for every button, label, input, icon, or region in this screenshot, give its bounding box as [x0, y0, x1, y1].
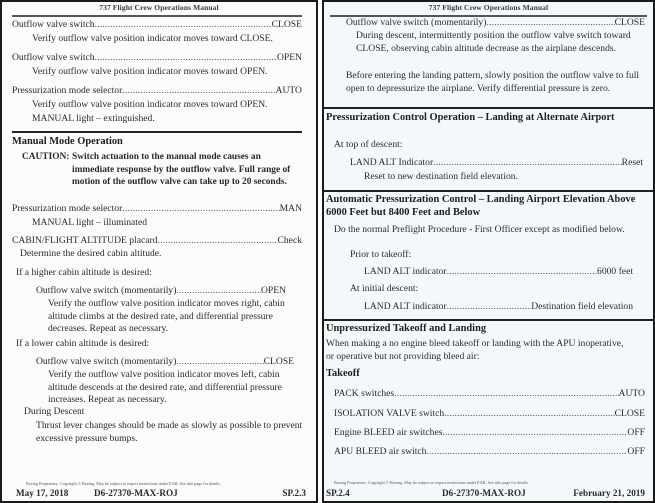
step-label: Pressurization mode selector	[12, 85, 123, 96]
unpressurized-intro: When making a no engine bleed takeoff or landing with the APU inoperative, or operative but not providing bleed air:	[326, 338, 624, 362]
step-value: CLOSE	[263, 356, 294, 367]
step-note: MANUAL light – illuminated	[32, 217, 148, 228]
step-value: Reset	[621, 157, 643, 168]
step-isolation-valve	[334, 408, 645, 420]
footer-doc-id: D6-27370-MAX-ROJ	[94, 488, 178, 498]
step-value: CLOSE	[614, 408, 645, 419]
step-label: Outflow valve switch	[12, 19, 95, 30]
section-rule	[324, 107, 653, 109]
step-mode-man	[12, 203, 302, 215]
section-title-alternate-airport: Pressurization Control Operation – Landing at Alternate Airport	[326, 112, 615, 123]
step-note: Verify outflow valve position indicator moves toward OPEN.	[32, 66, 268, 77]
step-value: AUTO	[275, 85, 302, 96]
step-label: Outflow valve switch	[12, 52, 95, 63]
step-value: OFF	[627, 446, 645, 457]
step-label: Outflow valve switch (momentarily)	[346, 17, 487, 28]
footer-date: February 21, 2019	[573, 488, 645, 498]
step-label: CABIN/FLIGHT ALTITUDE placard	[12, 235, 158, 246]
descent-text: Thrust lever changes should be made as slowly as possible to prevent excessive pressure bumps.	[36, 420, 303, 444]
condition-top-of-descent: At top of descent:	[334, 139, 403, 150]
step-value: CLOSE	[271, 19, 302, 30]
step-label: Pressurization mode selector	[12, 203, 123, 214]
before-landing-text: Before entering the landing pattern, slowly position the outflow valve to full open to depressurize the airplane. Verify differential pressure is zero.	[346, 70, 640, 94]
caution-label: CAUTION:	[22, 152, 70, 162]
step-note: During descent, intermittently position the outflow valve switch toward CLOSE, observing cabin altitude decrease as the airplane descends.	[356, 30, 631, 54]
step-note-2: MANUAL light – extinguished.	[32, 113, 155, 124]
section-rule	[324, 319, 653, 321]
section-title-manual-mode: Manual Mode Operation	[12, 136, 123, 147]
step-label: Engine BLEED air switches	[334, 427, 443, 438]
header-rule	[12, 15, 302, 17]
page-header: 737 Flight Crew Operations Manual	[99, 3, 219, 12]
step-outflow-open	[12, 52, 302, 64]
condition-higher: If a higher cabin altitude is desired:	[16, 267, 152, 278]
condition-lower: If a lower cabin altitude is desired:	[16, 338, 150, 349]
step-note: Verify the outflow valve position indicator moves left, cabin altitude descends at the desired rate, and differential pressure increases. Repeat as necessary.	[48, 369, 282, 405]
step-label: APU BLEED air switch	[334, 446, 427, 457]
step-value: Check	[277, 235, 302, 246]
step-note: Reset to new destination field elevation.	[364, 171, 518, 182]
step-engine-bleed	[334, 427, 645, 439]
step-land-alt-reset	[350, 157, 643, 169]
step-land-alt-destination	[364, 301, 633, 313]
footer-copyright: Boeing Proprietary. Copyright © Boeing. May be subject to export restrictions under EAR. See title page for details.	[334, 480, 530, 485]
footer-date: May 17, 2018	[16, 488, 69, 498]
step-value: CLOSE	[614, 17, 645, 28]
section-rule	[324, 190, 653, 192]
step-pack-switches	[334, 388, 645, 400]
footer-doc-id: D6-27370-MAX-ROJ	[442, 488, 526, 498]
manual-page-left	[0, 0, 318, 503]
caution-text: Switch actuation to the manual mode causes an immediate response by the outflow valve. Full range of motion of the outflow valve can take up to 20 seconds.	[72, 152, 291, 187]
manual-page-right	[322, 0, 655, 503]
step-outflow-momentary-close	[346, 17, 645, 29]
step-note: Verify outflow valve position indicator moves toward CLOSE.	[32, 33, 273, 44]
subheading-takeoff: Takeoff	[326, 368, 360, 379]
footer-page-number: SP.2.4	[326, 488, 350, 498]
step-value: 6000 feet	[597, 266, 633, 277]
footer-copyright: Boeing Proprietary. Copyright © Boeing. May be subject to export restrictions under EAR. See title page for details.	[26, 481, 222, 486]
step-note: Determine the desired cabin altitude.	[20, 248, 162, 259]
step-label: PACK switches	[334, 388, 395, 399]
page-header: 737 Flight Crew Operations Manual	[428, 3, 549, 12]
step-value: OFF	[627, 427, 645, 438]
step-label: LAND ALT indicator	[364, 266, 447, 277]
step-placard-check	[12, 235, 302, 247]
step-note: Verify outflow valve position indicator moves toward OPEN.	[32, 99, 268, 110]
step-value: OPEN	[260, 285, 286, 296]
section-title-unpressurized: Unpressurized Takeoff and Landing	[326, 323, 487, 334]
step-label: Outflow valve switch (momentarily)	[36, 356, 177, 367]
step-value: OPEN	[276, 52, 302, 63]
step-outflow-momentary-close	[36, 356, 294, 368]
condition-prior-to-takeoff: Prior to takeoff:	[350, 249, 412, 260]
step-value: Destination field elevation	[531, 301, 633, 312]
section-rule	[12, 131, 302, 133]
procedure-intro: Do the normal Preflight Procedure - First Officer except as modified below.	[334, 224, 625, 235]
step-value: MAN	[279, 203, 302, 214]
step-outflow-momentary-open	[36, 285, 286, 297]
footer-page-number: SP.2.3	[282, 488, 306, 498]
section-title-automatic-pressurization: Automatic Pressurization Control – Landing Airport Elevation Above 6000 Feet but 8400 Feet and Below	[326, 194, 636, 218]
step-label: LAND ALT indicator	[364, 301, 447, 312]
step-apu-bleed	[334, 446, 645, 458]
step-label: Outflow valve switch (momentarily)	[36, 285, 177, 296]
step-mode-auto	[12, 85, 302, 97]
step-outflow-close	[12, 19, 302, 31]
condition-initial-descent: At initial descent:	[350, 283, 419, 294]
step-land-alt-6000	[364, 266, 633, 278]
step-label: ISOLATION VALVE switch	[334, 408, 445, 419]
step-note: Verify the outflow valve position indicator moves right, cabin altitude climbs at the desired rate, and differential pressure decreases. Repeat as necessary.	[48, 298, 285, 334]
step-label: LAND ALT Indicator	[350, 157, 434, 168]
step-value: AUTO	[618, 388, 645, 399]
subheading-during-descent: During Descent	[24, 406, 85, 417]
